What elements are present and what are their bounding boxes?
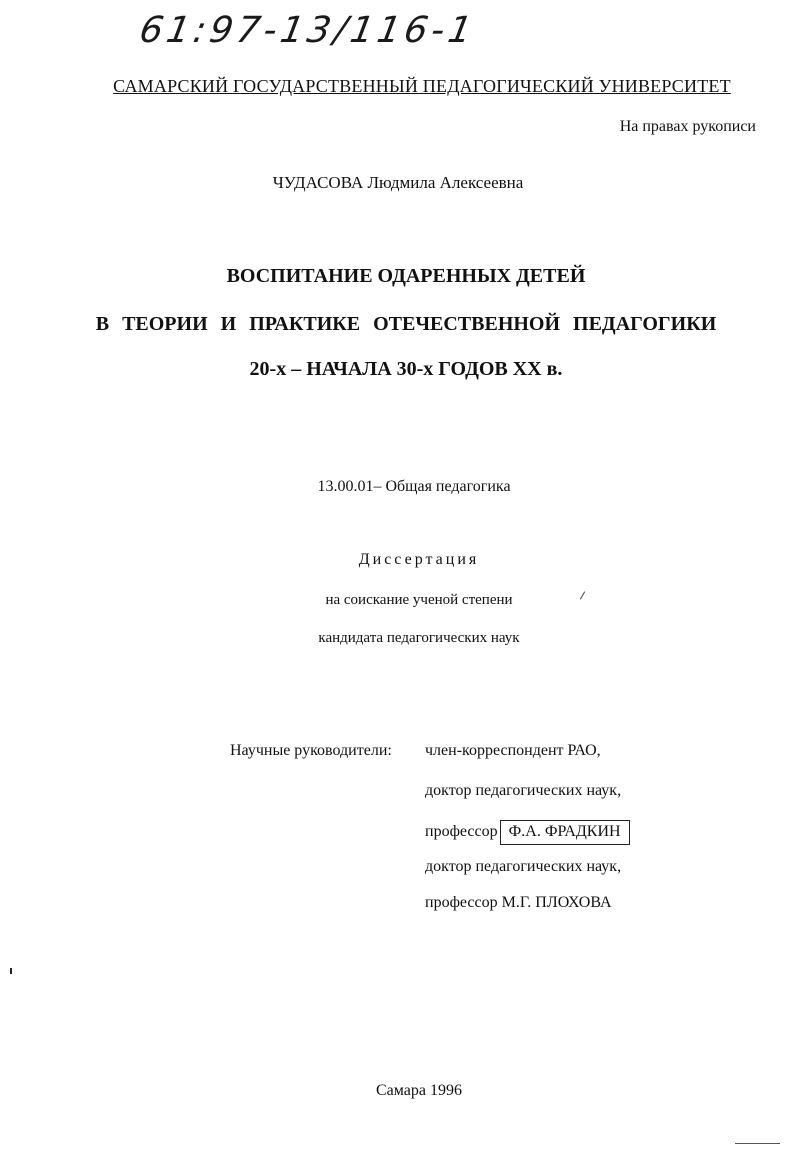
supervisor-2-name: профессор М.Г. ПЛОХОВА [425, 894, 612, 911]
title-line-2: В ТЕОРИИ И ПРАКТИКЕ ОТЕЧЕСТВЕННОЙ ПЕДАГОГИКИ [95, 313, 717, 335]
supervisors-label: Научные руководители: [230, 742, 392, 759]
supervisor-1-name-line [425, 820, 630, 845]
margin-mark [10, 968, 12, 974]
supervisor-1-title: член-корреспондент РАО, [425, 742, 601, 759]
specialty-code: 13.00.01– Общая педагогика [317, 478, 511, 495]
title-line-3: 20-х – НАЧАЛА 30-х ГОДОВ XX в. [249, 358, 563, 380]
supervisor-2-degree: доктор педагогических наук, [425, 858, 622, 875]
supervisor-1-name: Ф.А. ФРАДКИН [500, 820, 630, 845]
rights-note: На правах рукописи [619, 118, 756, 135]
university-name: САМАРСКИЙ ГОСУДАРСТВЕННЫЙ ПЕДАГОГИЧЕСКИЙ УНИВЕРСИТЕТ [113, 76, 731, 96]
degree-line: на соискание ученой степени [325, 592, 513, 608]
handwritten-catalog-code: 61:97-13/116-1 [136, 10, 479, 51]
title-line-1: ВОСПИТАНИЕ ОДАРЕННЫХ ДЕТЕЙ [226, 265, 586, 287]
supervisor-1-rank: профессор [425, 823, 498, 840]
candidate-line: кандидата педагогических наук [318, 630, 520, 646]
author-name: ЧУДАСОВА Людмила Алексеевна [272, 173, 524, 192]
supervisor-1-degree: доктор педагогических наук, [425, 782, 622, 799]
document-type: Диссертация [358, 551, 480, 568]
corner-mark [735, 1143, 780, 1144]
city-year: Самара 1996 [376, 1082, 462, 1099]
